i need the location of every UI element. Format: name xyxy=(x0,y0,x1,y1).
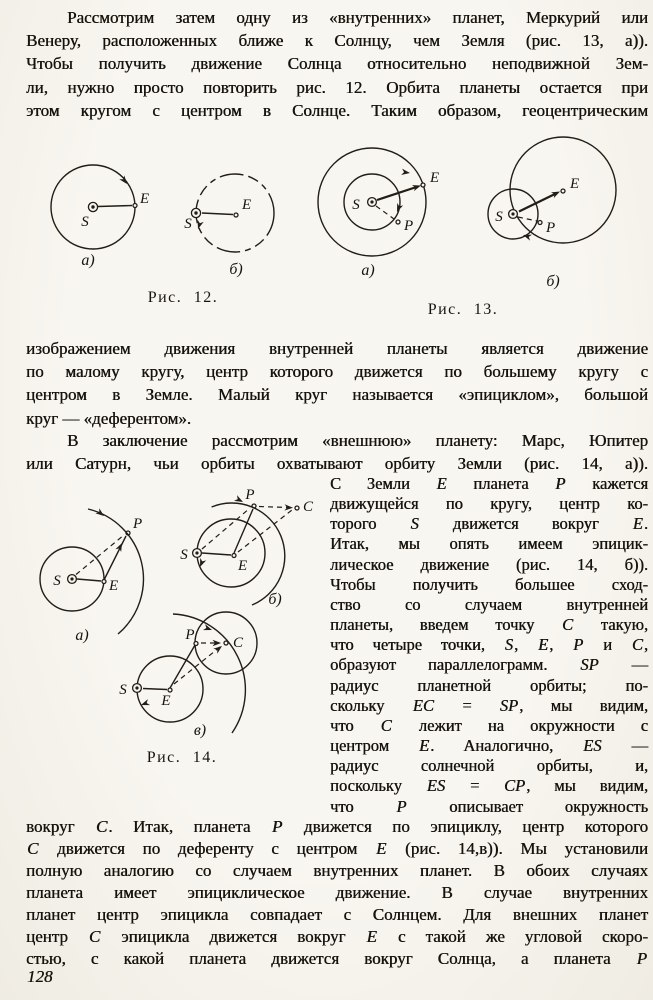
text-line: C движется по деференту с центром E (рис. 14,в)). Мы установили xyxy=(27,839,648,858)
paragraph-intro xyxy=(26,6,648,122)
text-line: лическое движение (рис. 14, б)). xyxy=(330,554,648,574)
text-line: Итак, мы опять имеем эпицик- xyxy=(330,534,648,554)
point-label-S: S xyxy=(81,214,89,230)
text-line: Рассмотрим затем одну из «внутренних» планет, Меркурий или xyxy=(67,8,648,27)
panel-label-a: а) xyxy=(75,627,89,644)
point-C-dot xyxy=(295,506,299,510)
panel-label-b: б) xyxy=(268,591,282,608)
fig14-panel-v xyxy=(119,612,257,739)
point-label-C: C xyxy=(303,499,314,515)
point-E-dot xyxy=(102,580,106,584)
line-EP xyxy=(234,509,253,553)
text-line: планеты, введем точку C такую, xyxy=(330,615,648,635)
text-line: центр C эпицикла движется вокруг E с такой же угловой скоро- xyxy=(26,927,648,946)
radius-line-SE xyxy=(202,213,233,215)
text-line: радиус солнечной орбиты, и, xyxy=(330,756,648,776)
line-EP xyxy=(170,645,195,688)
line-SP xyxy=(202,508,250,549)
point-E-dot xyxy=(561,189,565,193)
radius-line-SP xyxy=(376,206,394,219)
fig14-panel-b xyxy=(180,487,314,608)
point-P-dot xyxy=(538,221,542,225)
text-line: полную аналогию со случаем внутренних планет. В обоих случаях xyxy=(26,861,648,880)
text-line: круг — «деферентом». xyxy=(26,408,192,428)
text-line: движущейся по кругу, центр ко- xyxy=(330,494,648,514)
fig12-panel-a xyxy=(51,165,149,269)
arrowhead-EP-icon xyxy=(115,542,124,552)
point-label-E: E xyxy=(570,176,580,192)
point-E-dot xyxy=(421,183,425,187)
paragraph-epicycle-deferent xyxy=(26,337,648,430)
text-line: что C лежит на окружности с xyxy=(330,715,649,735)
point-label-P: P xyxy=(245,487,255,503)
line-EP xyxy=(104,536,126,580)
figure-14 xyxy=(0,473,332,793)
text-line: Чтобы получить движение Солнца относительно неподвижной Зем- xyxy=(26,54,648,74)
text-line: этом кругом с центром в Солнце. Таким образом, геоцентрическим xyxy=(26,100,648,120)
line-PC xyxy=(259,507,289,508)
text-line: или Сатурн, чьи орбиты охватывают орбиту Земли (рис. 14, а)). xyxy=(26,454,648,474)
sun-dot xyxy=(194,211,197,214)
point-label-P: P xyxy=(404,218,414,234)
point-label-S: S xyxy=(119,682,127,698)
paragraph-conclusion xyxy=(26,816,648,970)
text-line: планет центр эпицикла совпадает с Солнцем. Для внешних планет xyxy=(26,905,648,924)
text-line: что P описывает окружность xyxy=(330,796,648,816)
arrowhead-C-icon xyxy=(284,504,293,511)
text-line: С Земли E планета P кажется xyxy=(330,474,649,493)
figure-row-12-13 xyxy=(0,133,653,333)
text-line: центром в Земле. Малый круг называется «эпициклом», большой xyxy=(26,385,648,405)
point-label-S: S xyxy=(180,547,188,563)
radius-line-SE xyxy=(77,579,101,581)
point-P-dot xyxy=(396,220,400,224)
text-line: стью, с какой планета движется вокруг Солнца, а планета P xyxy=(26,949,647,968)
panel-label-v: в) xyxy=(193,722,207,739)
point-label-E: E xyxy=(161,693,171,709)
arrowhead-E-icon xyxy=(412,182,422,191)
text-line: торого S движется вокруг E. xyxy=(330,514,648,534)
fig13-panel-b xyxy=(488,137,616,290)
sun-dot xyxy=(91,205,94,208)
text-line: изображением движения внутренней планеты является движение xyxy=(26,339,648,358)
point-label-P: P xyxy=(185,627,195,643)
panel-label-b: б) xyxy=(546,273,560,290)
point-label-S: S xyxy=(184,216,192,232)
text-line: Чтобы получить большее сход- xyxy=(330,574,648,594)
point-label-P: P xyxy=(133,516,143,532)
point-label-S: S xyxy=(53,573,61,589)
page-number: 128 xyxy=(27,967,53,986)
point-E-dot xyxy=(234,213,238,217)
radius-line-SE xyxy=(377,187,418,201)
text-line: по малому кругу, центр которого движется по большему кругу с xyxy=(26,362,648,382)
text-line: В заключение рассмотрим «внешнюю» планету: Марс, Юпитер xyxy=(67,431,648,450)
figure-caption-12: Рис. 12. xyxy=(147,289,219,306)
point-P-dot xyxy=(194,642,198,646)
text-line: планета имеет эпициклическое движение. В случае внутренних xyxy=(26,883,648,902)
point-E-dot xyxy=(232,554,236,558)
point-label-S: S xyxy=(352,197,360,213)
line-SE xyxy=(202,553,231,555)
point-label-E: E xyxy=(109,578,119,594)
text-line: поскольку ES = CP, мы видим, xyxy=(330,776,648,796)
arrowhead-E-icon xyxy=(551,189,561,198)
panel-label-a: а) xyxy=(81,252,95,269)
radius-line-SE xyxy=(98,206,132,207)
sun-dot xyxy=(135,686,138,689)
text-line: радиус планетной орбиты; по- xyxy=(330,675,648,695)
fig13-panel-a xyxy=(318,148,439,279)
text-line: ство со случаем внутренней xyxy=(330,594,648,614)
line-SE xyxy=(143,689,167,690)
text-line: Венеру, расположенных ближе к Солнцу, чем Земля (рис. 13, а)). xyxy=(26,31,648,51)
figure-caption-14: Рис. 14. xyxy=(146,749,218,766)
sun-dot xyxy=(511,212,514,215)
point-E-dot xyxy=(133,204,137,208)
motion-arrow-icon xyxy=(401,169,410,177)
motion-arrow-icon xyxy=(203,624,213,633)
point-label-P: P xyxy=(546,220,556,236)
point-E-dot xyxy=(168,688,172,692)
fig14-panel-a xyxy=(40,508,143,644)
text-line: ли, нужно просто повторить рис. 12. Орбита планеты остается при xyxy=(26,77,648,97)
panel-label-b: б) xyxy=(229,261,243,278)
text-line: центром E. Аналогично, ES — xyxy=(330,736,648,756)
text-line: скольку EC = SP, мы видим, xyxy=(330,695,648,715)
figure-caption-13: Рис. 13. xyxy=(427,301,499,318)
text-line: вокруг C. Итак, планета P движется по эпициклу, центр которого xyxy=(26,817,648,836)
motion-arrow-icon xyxy=(95,508,106,518)
point-label-E: E xyxy=(430,170,440,186)
point-label-E: E xyxy=(238,558,248,574)
point-label-E: E xyxy=(140,191,150,207)
paragraph-column-epicycle xyxy=(330,474,648,817)
paragraph-outer-planets xyxy=(26,429,648,475)
sun-dot xyxy=(370,200,373,203)
sun-dot xyxy=(195,551,198,554)
panel-label-a: а) xyxy=(361,262,375,279)
point-label-C: C xyxy=(233,635,244,651)
text-line: что четыре точки, S, E, P и C, xyxy=(330,635,648,655)
sun-dot xyxy=(70,577,73,580)
fig12-panel-b xyxy=(184,174,274,278)
text-line: образуют параллелограмм. SP — xyxy=(330,655,648,675)
point-label-S: S xyxy=(495,209,503,225)
point-label-E: E xyxy=(242,197,252,213)
radius-line-SP xyxy=(518,217,537,221)
